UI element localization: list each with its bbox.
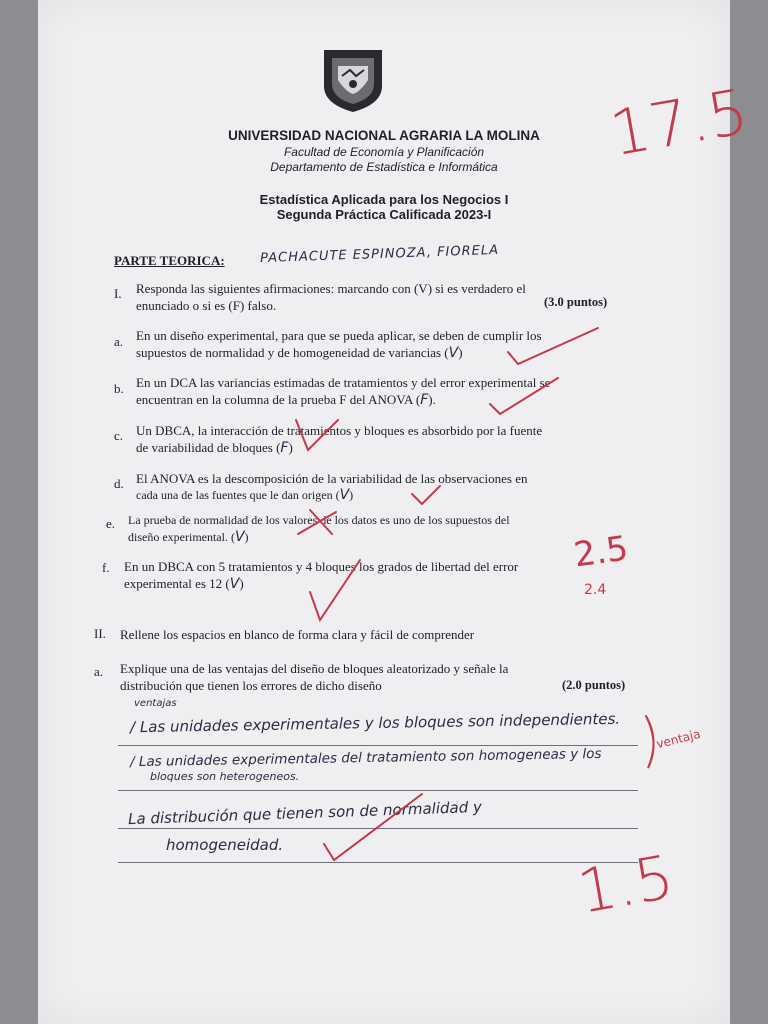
course-title: Estadística Aplicada para los Negocios I	[259, 192, 509, 207]
cross-mark-e	[298, 510, 336, 534]
exam-title: Segunda Práctica Calificada 2023-I	[276, 207, 492, 222]
part1-score: 2.5	[571, 528, 631, 576]
answer-line5: homogeneidad.	[166, 836, 284, 854]
item-answer: F	[420, 392, 429, 408]
question-line1: Explique una de las ventajas del diseño de bloques aleatorizado y señale la	[120, 661, 509, 676]
grading-checkmarks	[38, 0, 730, 1024]
student-name: PACHACUTE ESPINOZA, FIORELA	[259, 242, 500, 267]
check-mark-c	[296, 420, 338, 450]
item-text-line2: de variabilidad de bloques (F)	[136, 440, 293, 456]
item-text-line2: encuentran en la columna de la prueba F del ANOVA (F).	[136, 392, 436, 408]
part2-number: II.	[94, 626, 106, 641]
answer-line1: / Las unidades experimentales y los bloques son independientes.	[129, 709, 621, 737]
item-text-line1: La prueba de normalidad de los valores de los datos es uno de los supuestos del	[128, 513, 510, 527]
part2-points: (2.0 puntos)	[562, 678, 626, 692]
item-text-line1: En un DCA las variancias estimadas de tratamientos y del error experimental se	[136, 375, 551, 390]
answer-line4: La distribución que tienen son de normalidad y	[127, 797, 483, 829]
item-text-line1: Un DBCA, la interacción de tratamientos y bloques es absorbido por la fuente	[136, 423, 543, 438]
check-mark-f	[310, 560, 360, 620]
item-answer: F	[280, 440, 289, 456]
margin-note: ventaja	[654, 726, 702, 752]
item-text-line1: En un DBCA con 5 tratamientos y 4 bloques los grados de libertad del error	[124, 559, 519, 574]
check-mark-d	[412, 486, 440, 504]
item-letter: f.	[102, 560, 110, 575]
item-text-line2: diseño experimental. (V)	[128, 529, 249, 545]
faculty-name: Facultad de Economía y Planificación	[283, 145, 485, 159]
item-letter: d.	[114, 476, 124, 491]
item-text-line2: experimental es 12 (V)	[124, 576, 244, 592]
item-answer: V	[229, 576, 240, 592]
part1-score-note: 2.4	[584, 582, 607, 598]
answer-line2: / Las unidades experimentales del tratamiento son homogeneas y los	[129, 745, 602, 771]
item-answer: V	[339, 487, 350, 503]
question-line2: distribución que tienen los errores de dicho diseño	[120, 678, 382, 693]
part1-points: (3.0 puntos)	[544, 295, 608, 309]
item-text-line2: supuestos de normalidad y de homogeneidad de variancias (V)	[136, 345, 463, 361]
item-text-line1: El ANOVA es la descomposición de la variabilidad de las observaciones en	[136, 471, 528, 486]
check-mark-a	[508, 328, 598, 364]
item-answer: V	[234, 529, 245, 545]
part2-score: 1.5	[572, 842, 679, 928]
total-grade: 17.5	[604, 74, 754, 171]
section-title: PARTE TEORICA:	[114, 253, 225, 268]
bracket-mark	[646, 716, 654, 768]
exam-sheet	[38, 0, 754, 1024]
check-mark-part2	[324, 794, 422, 860]
item-answer: V	[448, 345, 459, 361]
part2-title: Rellene los espacios en blanco de forma clara y fácil de comprender	[120, 627, 475, 642]
item-letter: e.	[106, 516, 116, 531]
answer-line3: bloques son heterogeneos.	[150, 770, 300, 783]
item-letter: c.	[114, 428, 124, 443]
item-letter: a.	[114, 334, 124, 349]
item-letter: b.	[114, 381, 124, 396]
part1-line1: Responda las siguientes afirmaciones: marcando con (V) si es verdadero el	[136, 281, 526, 296]
question-letter: a.	[94, 664, 104, 679]
department-name: Departamento de Estadística e Informática	[270, 160, 498, 174]
item-text-line2: cada una de las fuentes que le dan origen (V)	[136, 487, 354, 503]
part1-line2: enunciado o si es (F) falso.	[136, 298, 277, 313]
part1-number: I.	[114, 286, 122, 301]
answer-label: ventajas	[134, 698, 177, 709]
university-name: UNIVERSIDAD NACIONAL AGRARIA LA MOLINA	[228, 128, 540, 143]
item-text-line1: En un diseño experimental, para que se pueda aplicar, se deben de cumplir los	[136, 328, 542, 343]
check-mark-b	[490, 378, 558, 414]
